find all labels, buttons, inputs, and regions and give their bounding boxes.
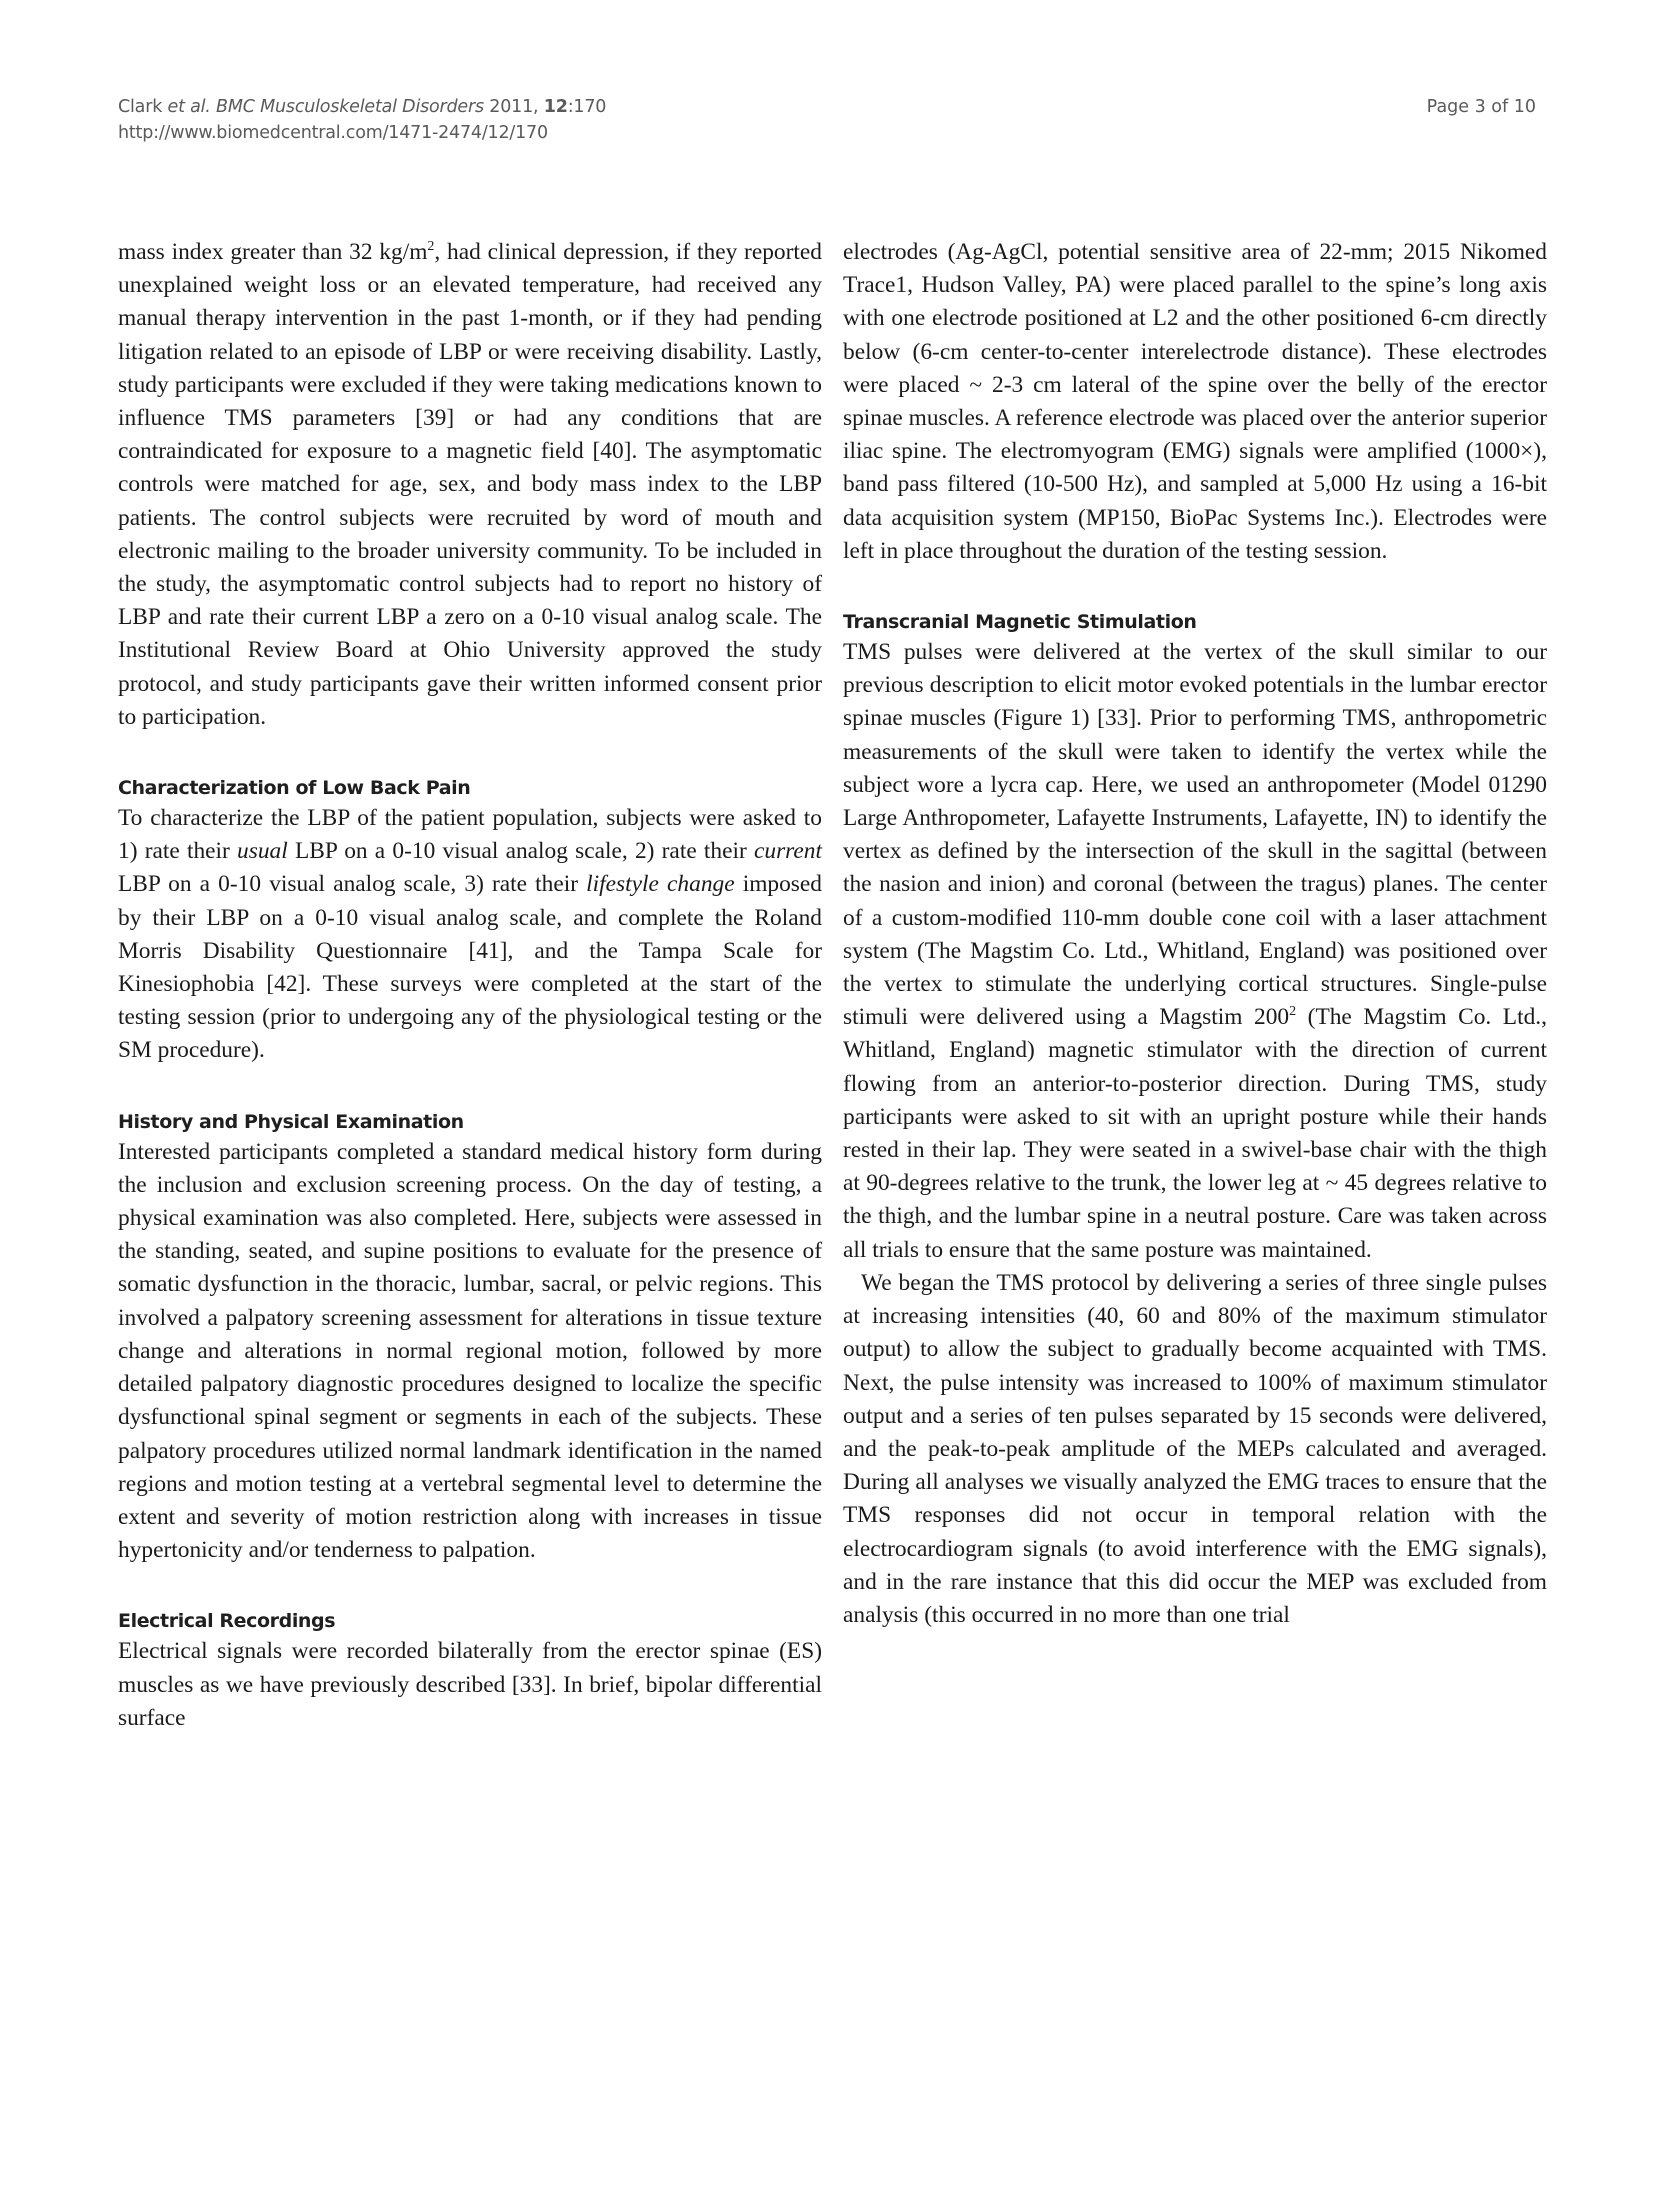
paragraph-lbp — [118, 802, 822, 1068]
text-run: imposed by their LBP on a 0-10 visual analog scale, and complete the Roland Morris Disability Questionnaire [41], and the Tampa Scale for Kinesiophobia [42]. These surveys were completed at the start of the testing session (prior to undergoing any of the physiological testing or the SM procedure). — [118, 871, 822, 1064]
section-heading-history: History and Physical Examination — [118, 1110, 464, 1133]
paragraph-tms — [843, 636, 1547, 1267]
paragraph-tms-protocol: We began the TMS protocol by delivering a series of three single pulses at increasing intensities (40, 60 and 80% of the maximum stimulator output) to allow the subject to gradually become acquainted with TMS. Next, the pulse intensity was increased to 100% of maximum stimulator output and a series of ten pulses separated by 15 seconds were delivered, and the peak-to-peak amplitude of the MEPs calculated and averaged. During all analyses we visually analyzed the EMG traces to ensure that the TMS responses did not occur in temporal relation with the electrocardiogram signals (to avoid interference with the EMG signals), and in the rare instance that this did occur the MEP was excluded from analysis (this occurred in no more than one trial — [843, 1269, 1547, 1628]
paragraph-electrodes: electrodes (Ag-AgCl, potential sensitive area of 22-mm; 2015 Nikomed Trace1, Hudson Valley, PA) were placed parallel to the spine’s long axis with one electrode positioned at L2 and the other positioned 6-cm directly below (6-cm center-to-center interelectrode distance). These electrodes were placed ~ 2-3 cm lateral of the spine over the belly of the erector spinae muscles. A reference electrode was placed over the anterior superior iliac spine. The electromyogram (EMG) signals were amplified (1000×), band pass filtered (10-500 Hz), and sampled at 5,000 Hz using a 16-bit data acquisition system (MP150, BioPac Systems Inc.). Electrodes were left in place throughout the duration of the testing session. — [843, 239, 1547, 564]
text-run: mass index greater than 32 kg/m — [118, 239, 428, 265]
right-column — [843, 236, 1547, 1632]
citation-journal: BMC Musculoskeletal Disorders — [216, 97, 484, 117]
superscript: 2 — [427, 239, 435, 255]
paragraph-history: Interested participants completed a standard medical history form during the inclusion and exclusion screening process. On the day of testing, a physical examination was also completed. Here, subjects were assessed in the standing, seated, and supine positions to evaluate for the presence of somatic dysfunction in the thoracic, lumbar, sacral, or pelvic regions. This involved a palpatory screening assessment for alterations in tissue texture change and alterations in normal regional motion, followed by more detailed palpatory diagnostic procedures designed to localize the specific dysfunctional spinal segment or segments in each of the subjects. These palpatory procedures utilized normal landmark identification in the named regions and motion testing at a vertebral segmental level to determine the extent and severity of motion restriction along with increases in tissue hypertonicity and/or tenderness to palpation. — [118, 1138, 822, 1564]
section-heading-tms: Transcranial Magnetic Stimulation — [843, 611, 1197, 634]
citation — [118, 94, 606, 146]
citation-article: :170 — [567, 97, 607, 117]
citation-volume: 12 — [543, 97, 568, 117]
italic-term: lifestyle change — [586, 871, 735, 898]
text-run: (The Magstim Co. Ltd., Whitland, England) magnetic stimulator with the direction of current flowing from an anterior-to-posterior direction. During TMS, study participants were asked to sit with an upright posture while their hands rested in their lap. They were seated in a swivel-base chair with the thigh at 90-degrees relative to the trunk, the lower leg at ~ 45 degrees relative to the thigh, and the lumbar spine in a neutral posture. Care was taken across all trials to ensure that the same posture was maintained. — [843, 1004, 1547, 1263]
page-header — [0, 0, 1654, 160]
citation-etal: et al. — [167, 97, 211, 117]
article-url[interactable]: http://www.biomedcentral.com/1471-2474/12/170 — [118, 123, 548, 143]
paragraph-exclusion-criteria — [118, 236, 822, 734]
text-run: TMS pulses were delivered at the vertex of the skull similar to our previous description to elicit motor evoked potentials in the lumbar erector spinae muscles (Figure 1) [33]. Prior to performing TMS, anthropometric measurements of the skull were taken to identify the vertex while the subject wore a lycra cap. Here, we used an anthropometer (Model 01290 Large Anthropometer, Lafayette Instruments, Lafayette, IN) to identify the vertex as defined by the intersection of the skull in the sagittal (between the nasion and inion) and coronal (between the tragus) planes. The center of a custom-modified 110-mm double cone coil with a laser attachment system (The Magstim Co. Ltd., Whitland, England) was positioned over the vertex to stimulate the underlying cortical structures. Single-pulse stimuli were delivered using a Magstim 200 — [843, 639, 1547, 1031]
citation-author: Clark — [118, 97, 163, 117]
italic-term: current — [754, 838, 822, 865]
citation-year: 2011, — [489, 97, 539, 117]
text-run: LBP on a 0-10 visual analog scale, 3) rate their — [118, 871, 587, 898]
italic-term: usual — [237, 838, 288, 865]
superscript: 2 — [1289, 1004, 1297, 1020]
section-heading-electrical: Electrical Recordings — [118, 1610, 336, 1633]
page-number: Page 3 of 10 — [1426, 97, 1536, 117]
section-heading-lbp: Characterization of Low Back Pain — [118, 777, 471, 800]
text-run: LBP on a 0-10 visual analog scale, 2) rate their — [287, 838, 754, 865]
text-run: , had clinical depression, if they reported unexplained weight loss or an elevated temperature, had received any manual therapy intervention in the past 1-month, or if they had pending litigation related to an episode of LBP or were receiving disability. Lastly, study participants were excluded if they were taking medications known to influence TMS parameters [39] or had any conditions that are contraindicated for exposure to a magnetic field [40]. The asymptomatic controls were matched for age, sex, and body mass index to the LBP patients. The control subjects were recruited by word of mouth and electronic mailing to the broader university community. To be included in the study, the asymptomatic control subjects had to report no history of LBP and rate their current LBP a zero on a 0-10 visual analog scale. The Institutional Review Board at Ohio University approved the study protocol, and study participants gave their written informed consent prior to participation. — [118, 239, 822, 730]
paragraph-electrical: Electrical signals were recorded bilaterally from the erector spinae (ES) muscles as we have previously described [33]. In brief, bipolar differential surface — [118, 1638, 822, 1731]
left-column — [118, 236, 822, 1735]
text-run: To characterize the LBP of the patient population, subjects were asked to 1) rate their — [118, 805, 822, 865]
citation-line — [118, 94, 606, 120]
